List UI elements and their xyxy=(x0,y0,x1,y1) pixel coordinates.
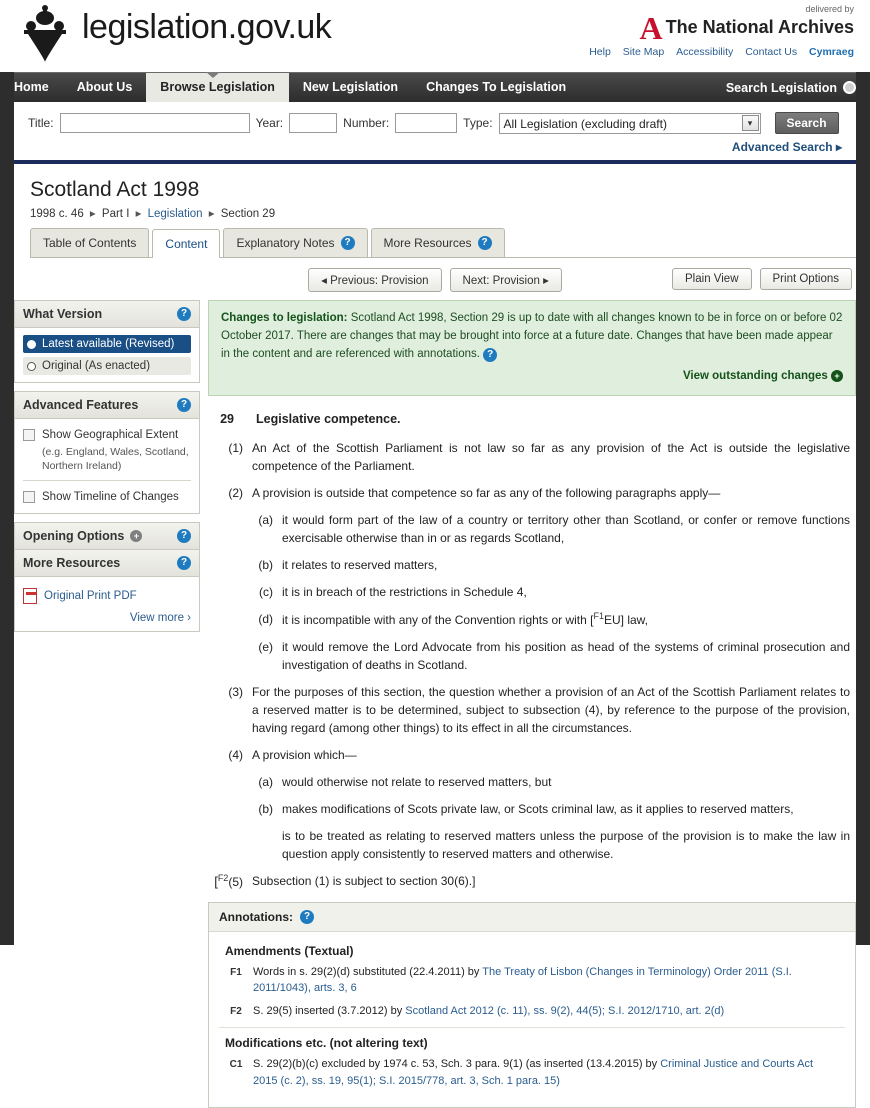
annotations-divider xyxy=(219,1027,845,1028)
search-button[interactable]: Search xyxy=(775,112,839,134)
section-number: 29 xyxy=(208,410,234,429)
paragraph-4-continuation: is to be treated as relating to reserved matters unless the purpose of the provision is to make the law in question apply consistently to reserved matters and otherwise. xyxy=(282,827,856,863)
annotations-group-title-modifications: Modifications etc. (not altering text) xyxy=(225,1036,845,1050)
title-label: Title: xyxy=(28,116,54,130)
what-version-body xyxy=(14,328,200,383)
search-title-input[interactable] xyxy=(60,113,250,133)
nav-item-changes-to-legislation[interactable]: Changes To Legislation xyxy=(412,73,580,102)
tab-label-table-of-contents: Table of Contents xyxy=(43,236,136,250)
radio-icon xyxy=(27,340,36,349)
search-number-input[interactable] xyxy=(395,113,457,133)
subparagraph-2a-number: (a) xyxy=(208,511,282,547)
nav-item-home[interactable]: Home xyxy=(0,73,63,102)
breadcrumb-sep-0: ▸ xyxy=(90,208,96,220)
advanced-search-label: Advanced Search xyxy=(732,140,833,154)
subparagraph-2b-number: (b) xyxy=(208,556,282,574)
breadcrumb-sep-1: ▸ xyxy=(136,208,142,220)
annotation-row-c1 xyxy=(219,1056,845,1089)
subparagraph-2d-tail: EU] law, xyxy=(604,613,648,627)
site-title: legislation.gov.uk xyxy=(82,8,331,47)
changes-banner-label: Changes to legislation: xyxy=(221,312,348,324)
subparagraph-4b-text: makes modifications of Scots private law, or Scots criminal law, as it applies to reserved matters, xyxy=(282,800,856,818)
help-icon[interactable]: ? xyxy=(483,348,497,362)
year-label: Year: xyxy=(256,116,284,130)
breadcrumb-sep-2: ▸ xyxy=(209,208,215,220)
version-option-latest[interactable] xyxy=(23,335,191,353)
body-row xyxy=(14,300,856,1108)
plain-view-button[interactable]: Plain View xyxy=(672,268,752,290)
tab-label-more-resources: More Resources xyxy=(384,236,472,250)
version-option-original-label: Original (As enacted) xyxy=(42,360,150,372)
tab-table-of-contents[interactable] xyxy=(30,228,149,257)
link-help[interactable]: Help xyxy=(589,46,611,58)
annotation-key-f1[interactable]: F1 xyxy=(219,964,253,997)
subparagraph-2c xyxy=(208,583,856,601)
subparagraph-4a-number: (a) xyxy=(208,773,282,791)
breadcrumb-item-0: 1998 c. 46 xyxy=(30,208,84,220)
link-contact-us[interactable]: Contact Us xyxy=(745,46,797,58)
what-version-heading: What Version xyxy=(23,307,102,321)
annotations-header xyxy=(209,903,855,932)
more-resources-heading: More Resources xyxy=(23,556,120,570)
section-title: Legislative competence. xyxy=(256,410,401,429)
section-heading xyxy=(208,410,856,429)
subparagraph-2d-number: (d) xyxy=(208,610,282,629)
original-print-pdf-row[interactable] xyxy=(23,584,191,606)
subparagraph-2d xyxy=(208,610,856,629)
type-label: Type: xyxy=(463,116,492,130)
chevron-down-icon[interactable]: ▾ xyxy=(742,115,759,131)
version-option-latest-label: Latest available (Revised) xyxy=(42,338,174,350)
advanced-features-heading: Advanced Features xyxy=(23,398,138,412)
tab-label-content: Content xyxy=(165,237,207,251)
annotation-f2-lead: S. 29(5) inserted (3.7.2012) by xyxy=(253,1005,405,1017)
advanced-features-body xyxy=(14,419,200,514)
subparagraph-4a-text: would otherwise not relate to reserved matters, but xyxy=(282,773,856,791)
arrow-right-icon: ▸ xyxy=(836,140,842,154)
amendment-marker-f2[interactable]: F2 xyxy=(218,873,229,883)
subparagraph-4a xyxy=(208,773,856,791)
paragraph-1-number: (1) xyxy=(208,439,252,475)
paragraph-4-text: A provision which— xyxy=(252,746,856,764)
annotations-group-title-amendments: Amendments (Textual) xyxy=(225,944,845,958)
help-icon[interactable]: ? xyxy=(177,307,191,321)
paragraph-2-text: A provision is outside that competence so far as any of the following paragraphs apply— xyxy=(252,484,856,502)
more-resources-body xyxy=(14,577,200,632)
archives-name: The National Archives xyxy=(666,17,854,37)
help-icon[interactable]: ? xyxy=(177,556,191,570)
pdf-icon xyxy=(23,588,37,604)
geographical-extent-note: (e.g. England, Wales, Scotland, Northern Ireland) xyxy=(42,445,191,473)
search-panel xyxy=(0,102,870,164)
annotation-f1-link[interactable]: The Treaty of Lisbon (Changes in Terminology) Order 2011 (S.I. 2011/1043), arts. 3, 6 xyxy=(253,966,792,995)
nav-search-legislation[interactable] xyxy=(712,73,870,102)
paragraph-5-text: Subsection (1) is subject to section 30(6).] xyxy=(252,872,856,892)
paragraph-3-number: (3) xyxy=(208,683,252,737)
next-provision-button[interactable]: Next: Provision ▸ xyxy=(450,268,562,292)
number-label: Number: xyxy=(343,116,389,130)
original-print-pdf-link[interactable]: Original Print PDF xyxy=(44,590,137,602)
sidebar-divider xyxy=(23,480,191,481)
document-tabs xyxy=(30,228,856,258)
link-accessibility[interactable]: Accessibility xyxy=(676,46,733,58)
subparagraph-2a xyxy=(208,511,856,547)
checkbox-show-geographical-extent[interactable] xyxy=(23,426,191,444)
tab-label-explanatory-notes: Explanatory Notes xyxy=(236,236,334,250)
annotation-text-f1 xyxy=(253,964,845,997)
subparagraph-2a-text: it would form part of the law of a country or territory other than Scotland, or confer or remove functions exercisable otherwise than in or as regards Scotland, xyxy=(282,511,856,547)
changes-to-legislation-banner xyxy=(208,300,856,396)
checkbox-show-timeline-of-changes[interactable] xyxy=(23,488,191,506)
checkbox-icon[interactable] xyxy=(23,429,35,441)
archives-a-icon: A xyxy=(640,14,663,43)
annotation-c1-link[interactable]: Criminal Justice and Courts Act 2015 (c. 2), ss. 19, 95(1); S.I. 2015/778, art. 3, Sch. 1 para. 15) xyxy=(253,1058,813,1087)
nav-item-about-us[interactable]: About Us xyxy=(63,73,147,102)
subparagraph-2e xyxy=(208,638,856,674)
checkbox-label-geographical-extent: Show Geographical Extent xyxy=(42,429,178,441)
amendment-marker-f1[interactable]: F1 xyxy=(593,611,604,621)
subparagraph-2b xyxy=(208,556,856,574)
subparagraph-2d-text xyxy=(282,610,856,629)
version-option-original[interactable] xyxy=(23,357,191,375)
subparagraph-2b-text: it relates to reserved matters, xyxy=(282,556,856,574)
annotation-c1-lead: S. 29(2)(b)(c) excluded by 1974 c. 53, Sch. 3 para. 9(1) (as inserted (13.4.2015) by xyxy=(253,1058,660,1070)
sidebar-section-opening-options[interactable] xyxy=(14,522,200,550)
subparagraph-4b-number: (b) xyxy=(208,800,282,818)
sidebar-section-advanced-features xyxy=(14,391,200,419)
tab-explanatory-notes[interactable] xyxy=(223,228,367,257)
nav-active-caret-icon xyxy=(206,72,220,78)
nav-search-label: Search Legislation xyxy=(726,81,837,95)
annotation-f1-lead: Words in s. 29(2)(d) substituted (22.4.2011) by xyxy=(253,966,482,978)
link-site-map[interactable]: Site Map xyxy=(623,46,664,58)
main-navigation xyxy=(0,72,870,102)
sidebar-section-what-version xyxy=(14,300,200,328)
breadcrumb-item-2[interactable]: Legislation xyxy=(148,208,203,220)
annotation-row-f1 xyxy=(219,964,845,997)
paragraph-5-num-text: (5) xyxy=(228,875,243,889)
view-more-link[interactable]: View more › xyxy=(23,606,191,624)
search-type-select[interactable]: All Legislation (excluding draft) xyxy=(499,113,761,134)
subparagraph-2e-number: (e) xyxy=(208,638,282,674)
help-icon[interactable]: ? xyxy=(300,910,314,924)
changes-banner-text: Scotland Act 1998, Section 29 is up to date with all changes known to be in force on or before 02 October 2017. There are changes that may be brought into force at a future date. Changes that have been made appear in the content and are referenced with annotations. xyxy=(221,312,842,360)
advanced-search-link[interactable] xyxy=(28,140,842,154)
right-edge-bar xyxy=(856,72,870,945)
annotation-f2-link[interactable]: Scotland Act 2012 (c. 11), ss. 9(2), 44(5); S.I. 2012/1710, art. 2(d) xyxy=(405,1005,724,1017)
paragraph-2 xyxy=(208,484,856,502)
help-icon[interactable]: ? xyxy=(341,236,355,250)
annotations-heading: Annotations: xyxy=(219,910,293,924)
royal-crest-icon xyxy=(14,4,76,66)
paragraph-1 xyxy=(208,439,856,475)
national-archives-logo xyxy=(640,4,855,43)
radio-icon xyxy=(27,362,36,371)
link-cymraeg[interactable]: Cymraeg xyxy=(809,46,854,58)
paragraph-5 xyxy=(208,872,856,892)
tab-more-resources[interactable] xyxy=(371,228,505,257)
view-options xyxy=(668,268,856,290)
breadcrumb xyxy=(30,206,856,220)
annotation-key-c1[interactable]: C1 xyxy=(219,1056,253,1089)
expand-icon[interactable]: + xyxy=(831,370,843,382)
sidebar xyxy=(14,300,200,1108)
help-icon[interactable]: ? xyxy=(478,236,492,250)
annotations-panel xyxy=(208,902,856,1108)
print-options-button[interactable]: Print Options xyxy=(760,268,852,290)
subparagraph-2c-number: (c) xyxy=(208,583,282,601)
search-year-input[interactable] xyxy=(289,113,337,133)
checkbox-label-timeline-of-changes: Show Timeline of Changes xyxy=(42,491,179,503)
paragraph-3 xyxy=(208,683,856,737)
breadcrumb-item-3: Section 29 xyxy=(221,208,275,220)
paragraph-4-number: (4) xyxy=(208,746,252,764)
paragraph-5-number xyxy=(208,872,252,892)
help-icon[interactable]: ? xyxy=(177,529,191,543)
opening-options-heading: Opening Options xyxy=(23,529,124,543)
legislation-text xyxy=(208,410,856,891)
search-row xyxy=(28,112,842,134)
tab-content[interactable] xyxy=(152,229,220,258)
annotations-body xyxy=(209,932,855,1108)
previous-provision-button[interactable]: ◂ Previous: Provision xyxy=(308,268,441,292)
paragraph-4 xyxy=(208,746,856,764)
checkbox-icon[interactable] xyxy=(23,491,35,503)
nav-item-new-legislation[interactable]: New Legislation xyxy=(289,73,412,102)
help-icon[interactable]: ? xyxy=(177,398,191,412)
paragraph-1-text: An Act of the Scottish Parliament is not law so far as any provision of the Act is outside the legislative competence of the Parliament. xyxy=(252,439,856,475)
annotation-row-f2 xyxy=(219,1003,845,1020)
site-header xyxy=(0,0,870,72)
annotation-text-f2 xyxy=(253,1003,845,1020)
view-outstanding-changes-label: View outstanding changes xyxy=(683,370,828,382)
annotation-text-c1 xyxy=(253,1056,845,1089)
bracket-open: [ xyxy=(214,874,218,889)
subparagraph-2d-lead: it is incompatible with any of the Convention rights or with [ xyxy=(282,613,593,627)
page-title: Scotland Act 1998 xyxy=(30,178,856,202)
paragraph-2-number: (2) xyxy=(208,484,252,502)
delivered-by-label: delivered by xyxy=(640,4,855,14)
utility-links xyxy=(580,46,854,58)
expand-icon[interactable]: + xyxy=(130,530,142,542)
main-column xyxy=(208,300,856,1108)
search-toggle-icon[interactable] xyxy=(843,81,856,94)
subparagraph-2e-text: it would remove the Lord Advocate from his position as head of the systems of criminal prosecution and investigation of deaths in Scotland. xyxy=(282,638,856,674)
sidebar-section-more-resources xyxy=(14,550,200,577)
document-content xyxy=(0,178,870,1108)
breadcrumb-item-1: Part I xyxy=(102,208,129,220)
subparagraph-2c-text: it is in breach of the restrictions in Schedule 4, xyxy=(282,583,856,601)
search-type-select-wrap xyxy=(499,113,761,134)
annotation-key-f2[interactable]: F2 xyxy=(219,1003,253,1020)
left-edge-bar xyxy=(0,72,14,945)
paragraph-3-text: For the purposes of this section, the question whether a provision of an Act of the Scottish Parliament relates to a reserved matter is to be determined, subject to subsection (4), by reference to the purpose of the provision, having regard (among other things) to its effect in all the circumstances. xyxy=(252,683,856,737)
nav-item-browse-legislation[interactable]: Browse Legislation xyxy=(146,73,289,102)
view-outstanding-changes[interactable] xyxy=(221,368,843,386)
subparagraph-4b xyxy=(208,800,856,818)
provision-navigation xyxy=(14,268,856,292)
